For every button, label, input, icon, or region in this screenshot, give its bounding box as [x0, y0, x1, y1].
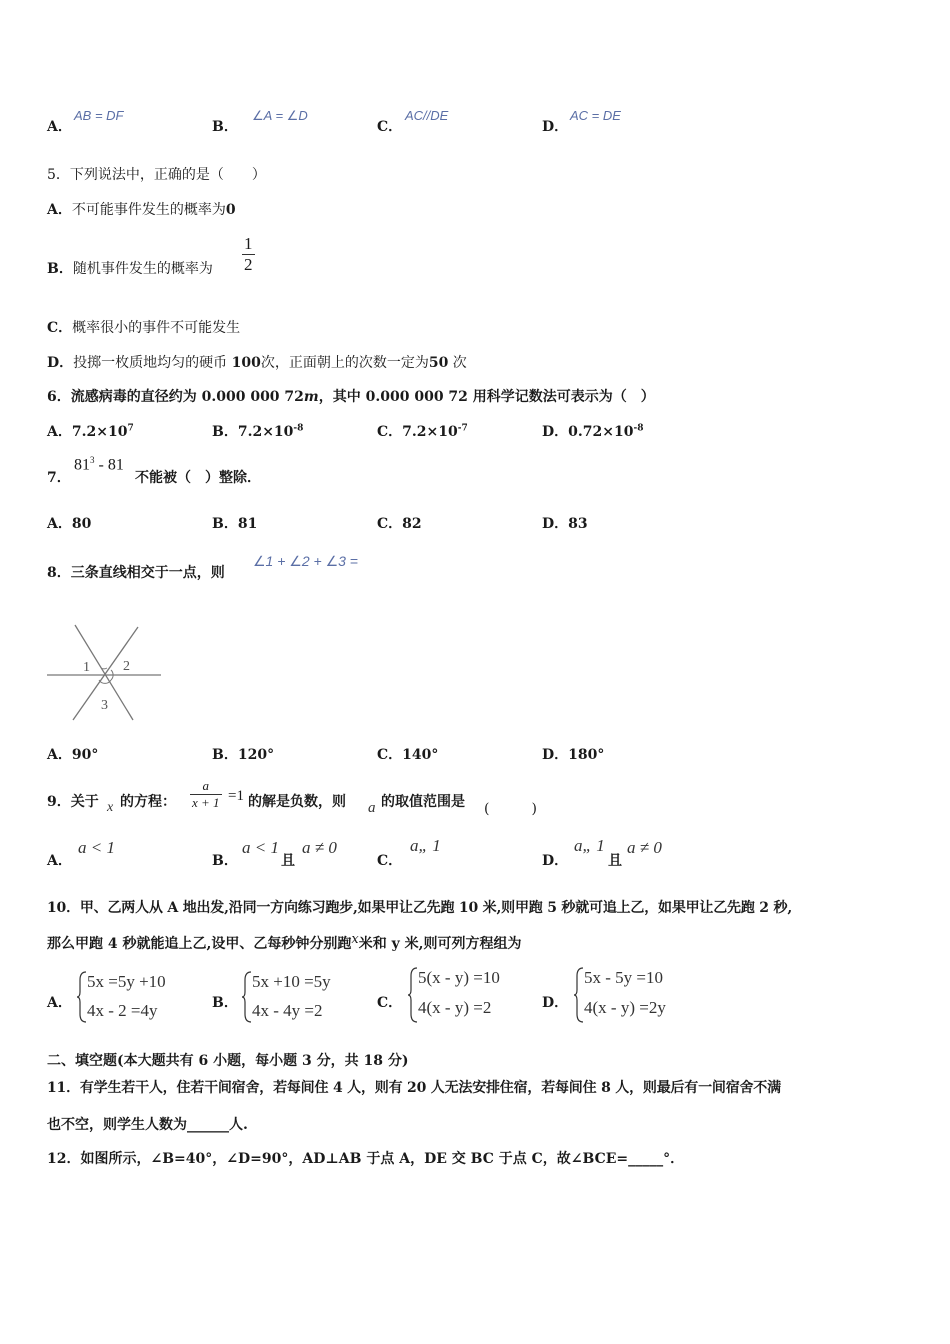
q6-option-b [212, 421, 303, 441]
q8-stem: 8．三条直线相交于一点，则 [47, 565, 225, 581]
q6-stem-b: ，其中 0.000 000 72 用科学记数法可表示为（ ） [318, 389, 655, 405]
q6-option-a [47, 421, 134, 441]
q7-option-d [542, 513, 588, 533]
angle-arc [101, 668, 107, 669]
option-letter: A． [47, 424, 72, 440]
fraction-denominator: 2 [244, 255, 253, 274]
angle-label-2: 2 [123, 659, 130, 674]
option-text: 概率很小的事件不可能发生 [72, 320, 241, 336]
option-exponent: 7 [127, 423, 134, 434]
option-letter: D． [542, 747, 569, 763]
q6-option-c [377, 421, 468, 441]
q10-line-2 [47, 933, 521, 953]
q4-option-c-expr: AC//DE [405, 108, 449, 123]
q5-stem: 5．下列说法中，正确的是（ ） [47, 167, 266, 183]
option-letter: D． [542, 119, 569, 135]
option-letter: B． [212, 516, 238, 532]
q10-line-2a: 那么甲跑 4 秒就能追上乙,设甲、乙每秒钟分别跑 [47, 936, 352, 952]
q9-option-a-expr: a < 1 [78, 838, 115, 857]
section-2-title: 二、填空题(本大题共有 6 小题，每小题 3 分，共 18 分) [47, 1053, 409, 1069]
option-letter: B． [212, 119, 238, 135]
q8-option-a [47, 744, 98, 764]
option-text-3: 次 [452, 355, 467, 371]
option-letter: A． [47, 516, 72, 532]
q7-tail: 不能被（ ）整除． [135, 470, 261, 486]
q9-option-c-expr: a„ 1 [410, 836, 441, 855]
option-base: 0.72×10 [568, 424, 634, 440]
q4-option-b-expr: ∠A = ∠D [252, 108, 308, 123]
q9-option-d-letter: D． [542, 853, 569, 869]
q7-option-b [212, 513, 257, 533]
q4-option-a-expr: AB = DF [74, 108, 124, 123]
option-text-2: 次，正面朝上的次数一定为 [260, 355, 429, 371]
option-text-1: 投掷一枚质地均匀的硬币 [73, 355, 228, 371]
option-text: 不可能事件发生的概率为 [71, 202, 226, 218]
q5-option-b [47, 258, 213, 278]
q10-option-d-eq2: 4(x - y) =2y [584, 998, 666, 1017]
option-letter: D． [47, 355, 74, 371]
q5-option-a [47, 199, 236, 219]
q10-option-b-eq1: 5x +10 =5y [252, 972, 331, 991]
q8-intersecting-lines-figure [45, 620, 165, 724]
q9-option-b-expr: a < 1 [242, 838, 279, 857]
q9-option-b-letter: B． [212, 853, 238, 869]
q11-line-2: 也不空，则学生人数为______人. [47, 1117, 248, 1133]
option-letter: A． [47, 202, 72, 218]
q9-option-d-and: 且 [608, 853, 622, 869]
q6-stem [47, 386, 655, 406]
q4-option-d [542, 116, 568, 136]
q8-option-c [377, 744, 438, 764]
q5-option-d [47, 352, 467, 372]
q9-paren: ( ) [484, 801, 537, 817]
option-letter: A． [47, 747, 72, 763]
option-value: 90° [71, 747, 99, 763]
q10-option-a-eq2: 4x - 2 =4y [87, 1001, 158, 1020]
option-value: 0 [225, 202, 236, 218]
option-text: 随机事件发生的概率为 [72, 261, 213, 277]
fraction-numerator: a [190, 778, 222, 795]
q9-option-d-expr: a„ 1 [574, 836, 605, 855]
q10-line-1: 10．甲、乙两人从 A 地出发,沿同一方向练习跑步,如果甲让乙先跑 10 米,则甲跑 5 秒就可追上乙，如果甲让乙先跑 2 秒, [47, 900, 792, 916]
q12-text: 12．如图所示，∠B=40°，∠D=90°，AD⊥AB 于点 A，DE 交 BC 于点 C，故∠BCE=_____°． [47, 1151, 685, 1167]
q6-stem-a: 6．流感病毒的直径约为 0.000 000 72 [47, 389, 304, 405]
option-letter: C． [377, 424, 403, 440]
q9-mid: 的方程： [120, 794, 176, 810]
option-letter: C． [377, 119, 403, 135]
q4-option-b [212, 116, 238, 136]
q4-option-a [47, 116, 72, 136]
q4-option-d-expr: AC = DE [570, 108, 621, 123]
q9-equals: =1 [228, 788, 244, 804]
q4-option-c [377, 116, 402, 136]
q11-line-1: 11．有学生若干人，住若干间宿舍，若每间住 4 人，则有 20 人无法安排住宿，若每间住 8 人，则最后有一间宿舍不满 [47, 1080, 781, 1096]
fraction-numerator: 1 [244, 234, 253, 253]
q10-var-x: x [351, 932, 359, 947]
option-value: 83 [568, 516, 588, 532]
q10-option-c-eq1: 5(x - y) =10 [418, 968, 500, 987]
option-value: 120° [237, 747, 275, 763]
q6-unit: m [303, 389, 319, 405]
q10-option-c-letter: C． [377, 995, 403, 1011]
option-exponent: -8 [293, 423, 304, 434]
option-value: 180° [568, 747, 605, 763]
angle-label-3: 3 [101, 698, 108, 713]
q7-exponent: 3 [90, 455, 95, 465]
q10-option-a-eq1: 5x =5y +10 [87, 972, 166, 991]
fraction-denominator: x + 1 [192, 795, 220, 810]
option-letter: B． [212, 747, 238, 763]
q7-option-c [377, 513, 422, 533]
q7-option-a [47, 513, 91, 533]
option-number-2: 50 [428, 355, 449, 371]
option-exponent: -7 [457, 423, 468, 434]
q10-option-c-eq2: 4(x - y) =2 [418, 998, 492, 1017]
q9-pre: 9．关于 [47, 794, 99, 810]
option-letter: C． [377, 516, 403, 532]
option-value: 80 [71, 516, 92, 532]
q9-option-a-letter: A． [47, 853, 72, 869]
q5-fraction [242, 234, 255, 275]
q9-fraction [190, 778, 222, 811]
option-value: 82 [402, 516, 422, 532]
option-letter: D． [542, 516, 569, 532]
q8-expression: ∠1 + ∠2 + ∠3 = [253, 553, 358, 569]
q10-line-2b: 米和 y 米,则可列方程组为 [358, 936, 522, 952]
q9-var-x: x [107, 800, 114, 815]
option-letter: C． [377, 747, 403, 763]
option-value: 140° [402, 747, 439, 763]
option-letter: B． [212, 424, 238, 440]
option-letter: D． [542, 424, 569, 440]
option-letter: B． [47, 261, 73, 277]
q8-option-b [212, 744, 274, 764]
q8-option-d [542, 744, 604, 764]
option-base: 7.2×10 [71, 424, 128, 440]
option-base: 7.2×10 [402, 424, 458, 440]
angle-label-1: 1 [83, 660, 90, 675]
option-base: 7.2×10 [237, 424, 294, 440]
q9-option-b-and: 且 [281, 853, 295, 869]
q10-option-d-eq1: 5x - 5y =10 [584, 968, 663, 987]
q9-option-d-expr2: a ≠ 0 [627, 838, 662, 857]
q9-post2: 的取值范围是 [381, 794, 465, 810]
q10-option-b-letter: B． [212, 995, 238, 1011]
q9-option-b-expr2: a ≠ 0 [302, 838, 337, 857]
option-letter: A． [47, 119, 72, 135]
q7-number: 7． [47, 470, 71, 486]
q10-option-b-eq2: 4x - 4y =2 [252, 1001, 323, 1020]
option-exponent: -8 [633, 423, 644, 434]
q5-option-c [47, 317, 240, 337]
q9-post: 的解是负数，则 [248, 794, 346, 810]
q10-option-d-letter: D． [542, 995, 569, 1011]
option-number-1: 100 [231, 355, 261, 371]
q9-option-c-letter: C． [377, 853, 403, 869]
q7-rest: - 81 [94, 456, 124, 474]
option-letter: C． [47, 320, 73, 336]
q9-var-a: a [368, 800, 376, 816]
q7-base: 81 [74, 456, 90, 474]
option-value: 81 [237, 516, 258, 532]
q7-expression [74, 455, 124, 474]
q6-option-d [542, 421, 643, 441]
q10-option-a-letter: A． [47, 995, 72, 1011]
